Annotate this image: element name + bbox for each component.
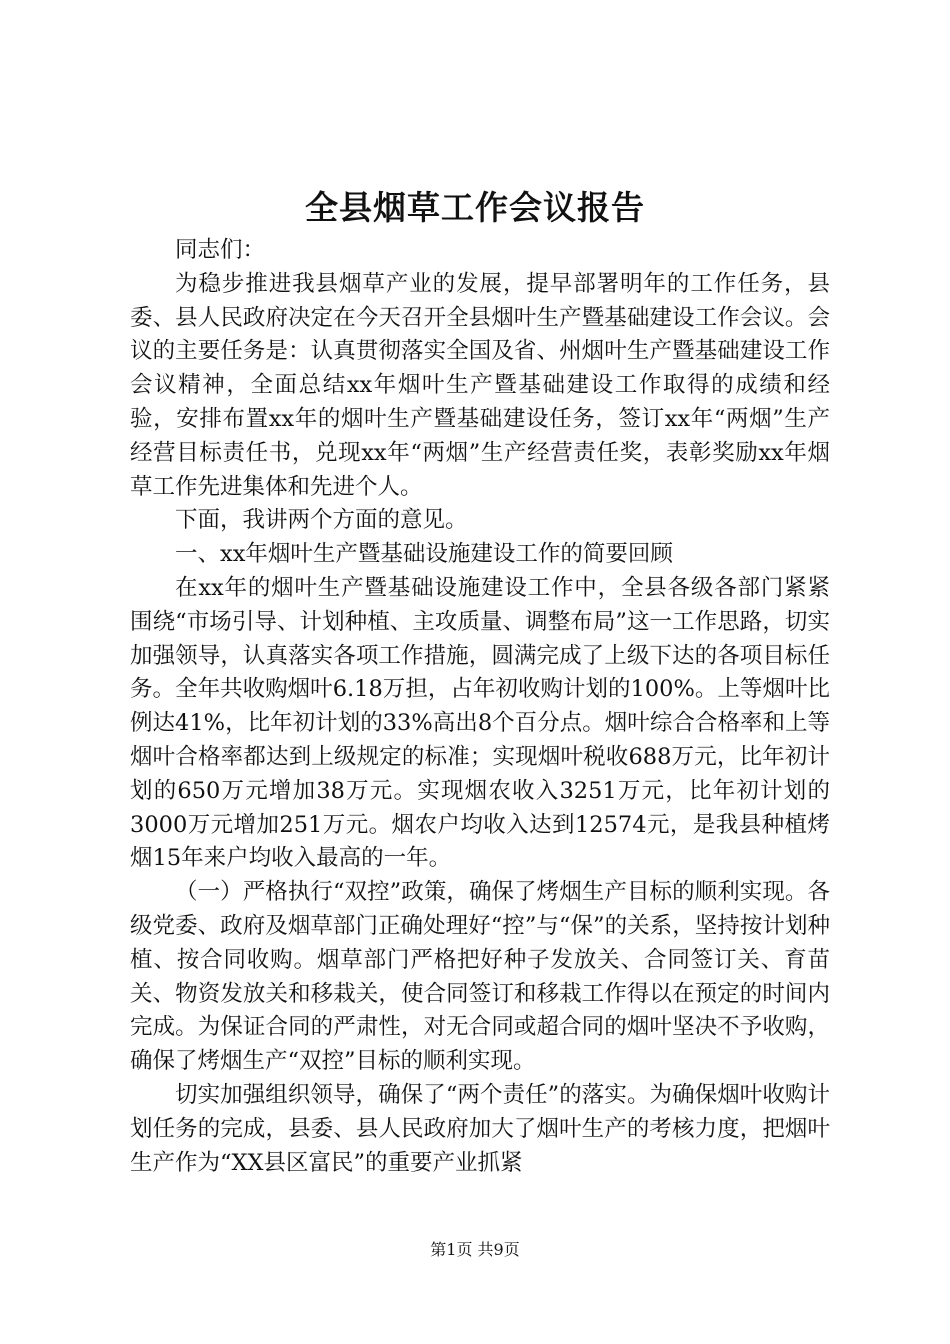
document-title: 全县烟草工作会议报告 [305,188,645,227]
page-number: 第1页 共9页 [430,1240,520,1259]
paragraph-intro: 为稳步推进我县烟草产业的发展，提早部署明年的工作任务，县委、县人民政府决定在今天召开全县烟叶生产暨基础建设工作会议。会议的主要任务是：认真贯彻落实全国及省、州烟叶生产暨基础建设工作会议精神，全面总结xx年烟叶生产暨基础建设工作取得的成绩和经验，安排布置xx年的烟叶生产暨基础建设任务，签订xx年“两烟”生产经营目标责任书，兑现xx年“两烟”生产经营责任奖，表彰奖励xx年烟草工作先进集体和先进个人。 [130,270,830,500]
paragraph-review: 在xx年的烟叶生产暨基础设施建设工作中，全县各级各部门紧紧围绕“市场引导、计划种植、主攻质量、调整布局”这一工作思路，切实加强领导，认真落实各项工作措施，圆满完成了上级下达的各项目标任务。全年共收购烟叶6.18万担，占年初收购计划的100%。上等烟叶比例达41%，比年初计划的33%高出8个百分点。烟叶综合合格率和上等烟叶合格率都达到上级规定的标准；实现烟叶税收688万元，比年初计划的650万元增加38万元。实现烟农收入3251万元，比年初计划的3000万元增加251万元。烟农户均收入达到12574元，是我县种植烤烟15年来户均收入最高的一年。 [130,574,830,872]
section-heading-1: 一、xx年烟叶生产暨基础设施建设工作的简要回顾 [175,541,673,568]
document-body [130,234,830,1180]
paragraph-subsection-2: 切实加强组织领导，确保了“两个责任”的落实。为确保烟叶收购计划任务的完成，县委、县人民政府加大了烟叶生产的考核力度，把烟叶生产作为“XX县区富民”的重要产业抓紧 [130,1081,830,1176]
paragraph-transition: 下面，我讲两个方面的意见。 [175,507,468,534]
salutation: 同志们： [175,237,266,263]
paragraph-subsection-1: （一）严格执行“双控”政策，确保了烤烟生产目标的顺利实现。各级党委、政府及烟草部门正确处理好“控”与“保”的关系，坚持按计划种植、按合同收购。烟草部门严格把好种子发放关、合同签订关、育苗关、物资发放关和移栽关，使合同签订和移栽工作得以在预定的时间内完成。为保证合同的严肃性，对无合同或超合同的烟叶坚决不予收购，确保了烤烟生产“双控”目标的顺利实现。 [130,879,830,1075]
